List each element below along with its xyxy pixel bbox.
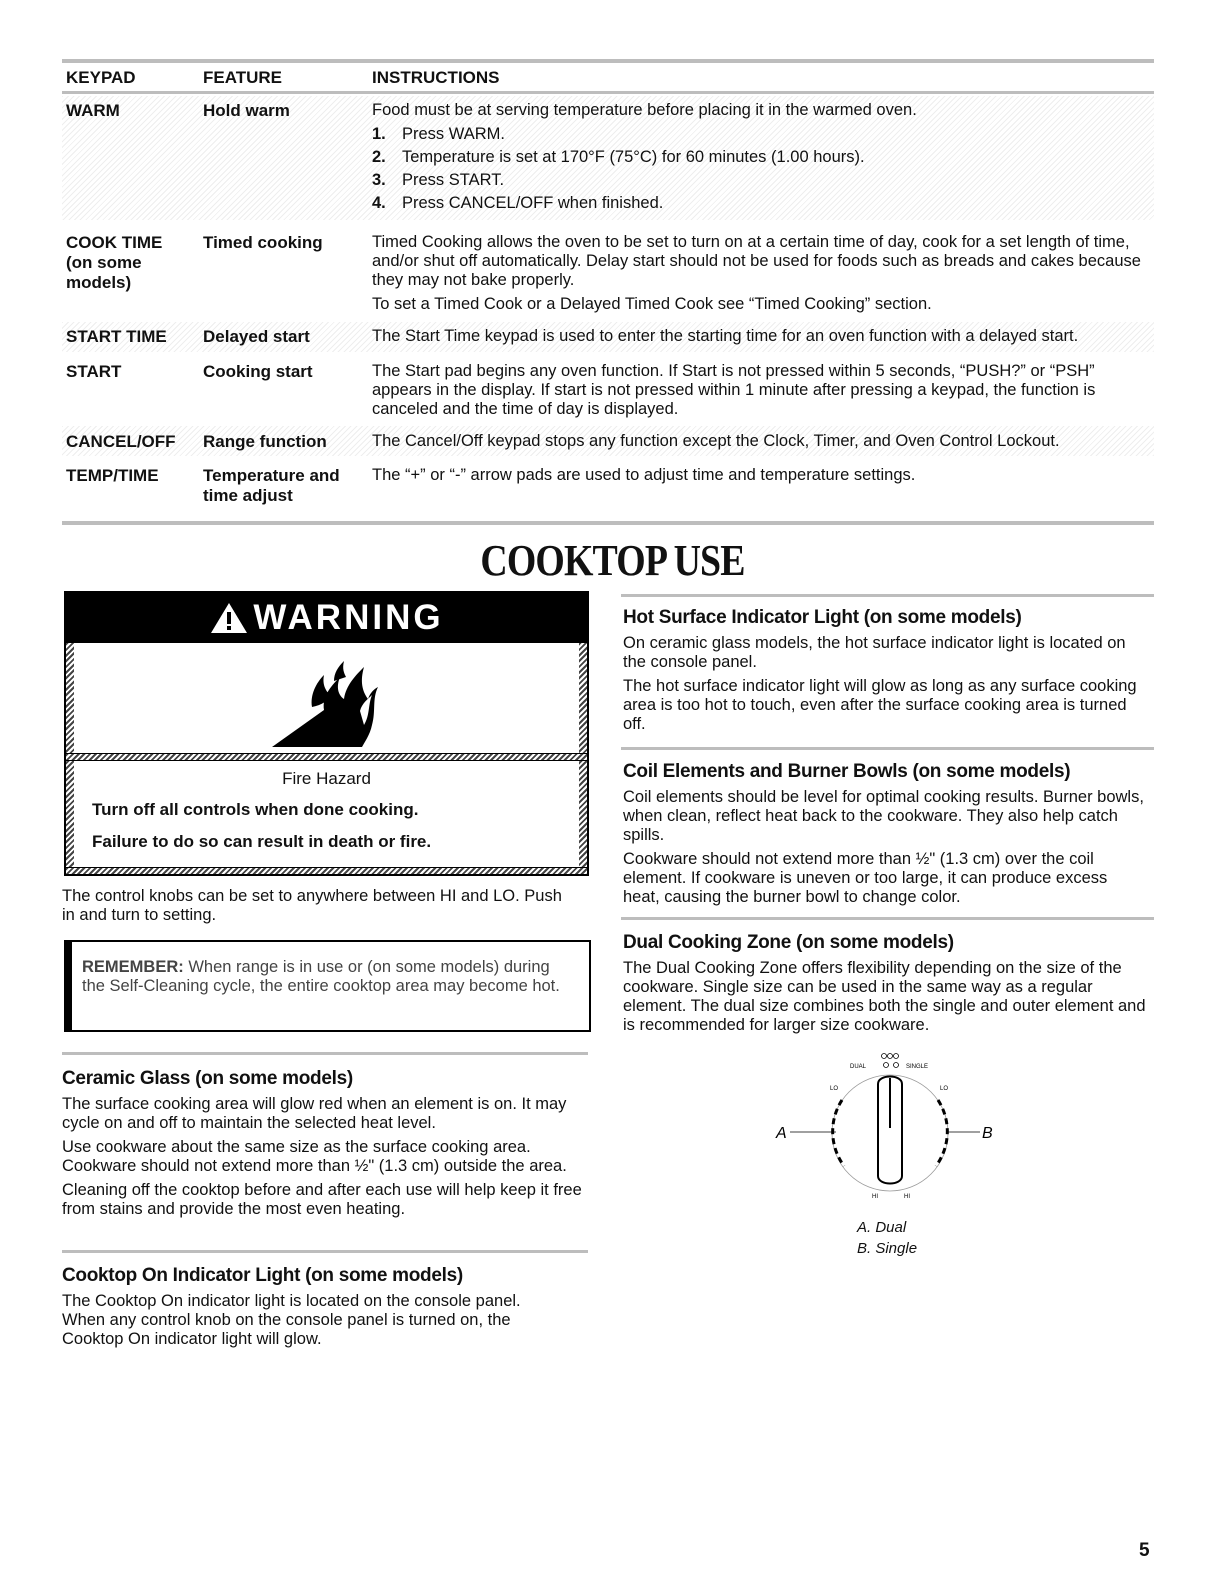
header-feature: FEATURE <box>203 68 283 87</box>
label-b: B <box>982 1125 993 1142</box>
feature-name: Timed cooking <box>203 233 323 252</box>
header-instructions: INSTRUCTIONS <box>372 68 500 87</box>
feature-name: Hold warm <box>203 101 290 120</box>
remember-text <box>82 958 572 996</box>
cooktop-on-section <box>62 1265 582 1354</box>
caption-single: B. Single <box>857 1240 918 1257</box>
keypad-name: CANCEL/OFF <box>66 432 176 451</box>
instruction-text: Food must be at serving temperature before placing it in the warmed oven. <box>372 101 917 119</box>
section-heading: Hot Surface Indicator Light (on some models) <box>623 607 1022 628</box>
warning-line-2: Failure to do so can result in death or fire. <box>92 832 432 851</box>
step: 3. Press START. <box>372 171 505 189</box>
steps-list <box>372 125 1154 213</box>
warning-line-1: Turn off all controls when done cooking. <box>92 800 419 819</box>
paragraph: Cleaning off the cooktop before and after each use will help keep it free from stains and provide the most even heating. <box>62 1181 582 1218</box>
keypad-name: START TIME <box>66 327 167 346</box>
section-heading: Cooktop On Indicator Light (on some models) <box>62 1265 463 1286</box>
top-rule <box>62 59 1154 63</box>
instruction-text: The “+” or “-” arrow pads are used to adjust time and temperature settings. <box>372 466 916 484</box>
keypad-name: START <box>66 362 122 381</box>
dual-zone-section <box>623 932 1148 1040</box>
step: 4. Press CANCEL/OFF when finished. <box>372 194 664 212</box>
instructions <box>372 233 1154 319</box>
coil-rule <box>621 747 1154 750</box>
header-keypad: KEYPAD <box>66 68 136 87</box>
cooktop-on-rule <box>62 1250 588 1253</box>
feature-name: Temperature and time adjust <box>203 466 340 505</box>
label-a: A <box>776 1125 787 1142</box>
paragraph: Cookware should not extend more than ½" (1.3 cm) over the coil element. If cookware is uneven or too large, it can produce excess heat, causing the burner bowl to change color. <box>623 850 1108 906</box>
warning-title: WARNING <box>253 598 444 637</box>
page-number: 5 <box>1139 1540 1150 1561</box>
single-label: SINGLE <box>906 1064 929 1070</box>
section-title: COOKTOP USE <box>480 536 745 585</box>
warning-separator <box>66 753 587 761</box>
fire-icon <box>264 655 384 750</box>
hot-surface-section <box>623 607 1148 739</box>
indicator-dots-icon <box>882 1054 899 1068</box>
keypad-name: WARM <box>66 101 120 120</box>
instruction-text: The Start Time keypad is used to enter the starting time for an oven function with a delayed start. <box>372 327 1079 345</box>
coil-elements-section <box>623 761 1148 912</box>
warning-triangle-icon <box>209 601 249 635</box>
paragraph: The surface cooking area will glow red when an element is on. It may cycle on and off to maintain the selected heat level. <box>62 1095 567 1132</box>
instruction-text: To set a Timed Cook or a Delayed Timed Cook see “Timed Cooking” section. <box>372 295 932 313</box>
section-heading: Ceramic Glass (on some models) <box>62 1068 353 1089</box>
paragraph: The Cooktop On indicator light is located on the console panel. When any control knob on the console panel is turned on, the Cooktop On indicator light will glow. <box>62 1292 521 1348</box>
feature-name: Cooking start <box>203 362 313 381</box>
instruction-text: Timed Cooking allows the oven to be set to turn on at a certain time of day, cook for a set length of time, and/or shut off automatically. Delay start should not be used for foods such as breads and cakes because they may not bake properly. <box>372 233 1141 289</box>
step: 1. Press WARM. <box>372 125 505 143</box>
feature-name: Delayed start <box>203 327 310 346</box>
lo-right-label: LO <box>940 1086 949 1092</box>
keypad-name: COOK TIME (on some models) <box>66 233 163 292</box>
hi-left-label: HI <box>872 1194 878 1200</box>
hi-right-label: HI <box>904 1194 910 1200</box>
ceramic-rule <box>62 1052 588 1055</box>
hot-surface-rule <box>621 594 1154 597</box>
warning-box <box>64 591 589 876</box>
caption-dual: A. Dual <box>857 1219 907 1236</box>
instruction-text: The Cancel/Off keypad stops any function except the Clock, Timer, and Oven Control Lockout. <box>372 432 1060 450</box>
knobs-text: The control knobs can be set to anywhere between HI and LO. Push in and turn to setting. <box>62 887 562 924</box>
remember-label: REMEMBER: <box>82 958 184 976</box>
paragraph: Use cookware about the same size as the surface cooking area. Cookware should not extend more than ½" (1.3 cm) outside the area. <box>62 1138 567 1175</box>
step: 2. Temperature is set at 170°F (75°C) for 60 minutes (1.00 hours). <box>372 148 865 166</box>
ceramic-glass-section <box>62 1068 582 1224</box>
section-heading: Coil Elements and Burner Bowls (on some models) <box>623 761 1071 782</box>
remember-body: When range is in use or (on some models) during the Self-Cleaning cycle, the entire cooktop area may become hot. <box>82 958 560 995</box>
lo-left-label: LO <box>830 1086 839 1092</box>
paragraph: The Dual Cooking Zone offers flexibility depending on the size of the cookware. Single size can be used in the same way as a regular element. The dual size combines both the single and outer element and is recommended for larger size cookware. <box>623 959 1146 1034</box>
dual-rule <box>621 917 1154 920</box>
dual-label: DUAL <box>850 1064 867 1070</box>
feature-name: Range function <box>203 432 327 451</box>
header-rule <box>62 91 1154 94</box>
warning-bottom <box>66 867 587 874</box>
table-bottom-rule <box>62 521 1154 525</box>
warning-hazard: Fire Hazard <box>282 769 371 788</box>
dual-knob-diagram <box>770 1048 1010 1218</box>
keypad-name: TEMP/TIME <box>66 466 159 485</box>
paragraph: The hot surface indicator light will glow as long as any surface cooking area is too hot to touch, even after the surface cooking area is turned off. <box>623 677 1137 733</box>
paragraph: On ceramic glass models, the hot surface indicator light is located on the console panel. <box>623 634 1126 671</box>
section-heading: Dual Cooking Zone (on some models) <box>623 932 954 953</box>
remember-box <box>64 940 591 1032</box>
warning-header <box>66 593 587 643</box>
instructions <box>372 101 1154 213</box>
paragraph: Coil elements should be level for optimal cooking results. Burner bowls, when clean, reflect heat back to the cookware. They also help catch spills. <box>623 788 1144 844</box>
instruction-text: The Start pad begins any oven function. If Start is not pressed within 5 seconds, “PUSH?” or “PSH” appears in the display. If start is not pressed within 1 minute after pressing a keypad, the function is canceled and the time of day is displayed. <box>372 362 1096 418</box>
